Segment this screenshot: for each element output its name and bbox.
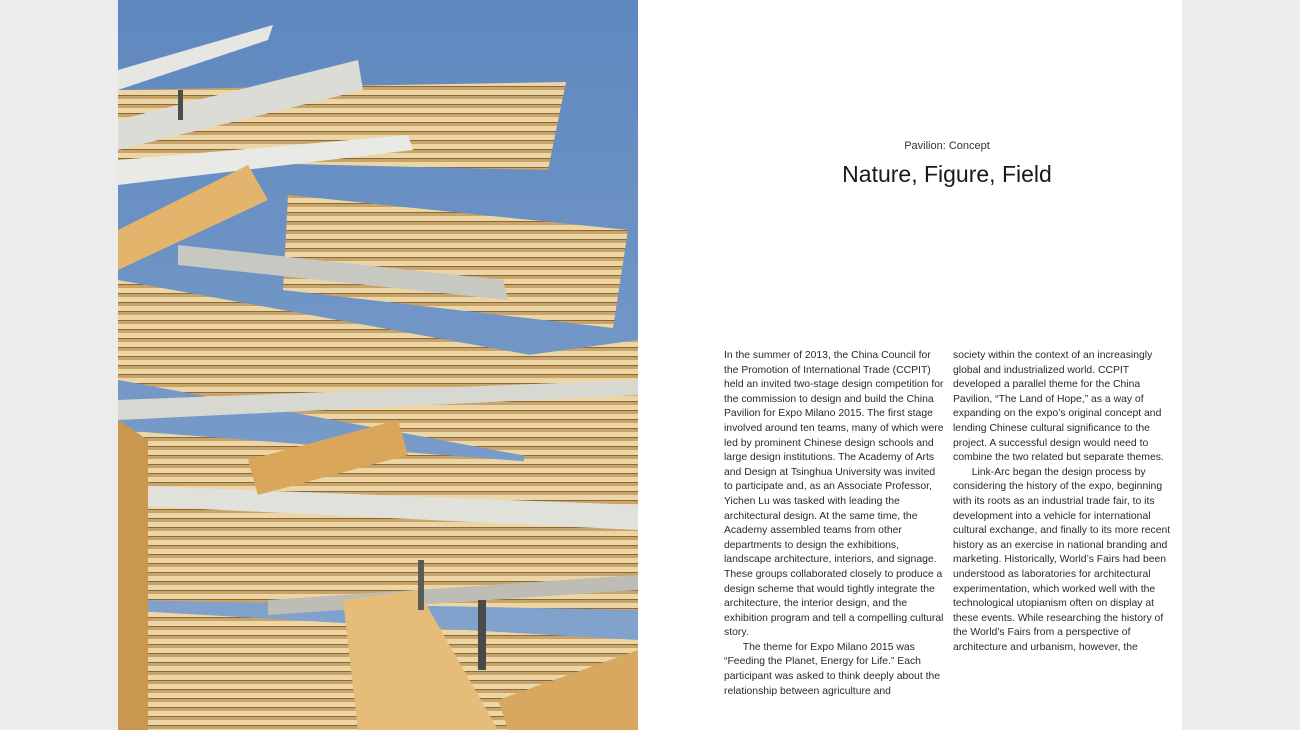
text-column-right	[953, 349, 1175, 655]
paragraph: Link-Arc began the design process by considering the history of the expo, beginning with its roots as an industrial trade fair, to its development into a vehicle for international cultural exchange, and finally to its more recent history as an exercise in national branding and marketing. Historically, World’s Fairs had been understood as laboratories for architectural experimentation, which worked well with the technological utopianism often on display at these events. While researching the history of the World’s Fairs from a perspective of architecture and urbanism, however, the	[953, 466, 1171, 653]
page-title: Nature, Figure, Field	[842, 161, 1052, 187]
timber-structure-illustration	[118, 0, 638, 730]
text-column-left	[724, 349, 946, 699]
paragraph: In the summer of 2013, the China Council for the Promotion of International Trade (CCPIT) held an invited two-stage design competition for the commission to design and build the China Pavilion for Expo Milano 2015. The first stage involved around ten teams, many of which were led by prominent Chinese design schools and large design institutions. The Academy of Arts and Design at Tsinghua University was invited to participate and, as an Associate Professor, Yichen Lu was tasked with leading the architectural design. At the same time, the Academy assembled teams from other departments to design the exhibitions, landscape architecture, interiors, and signage. These groups collaborated closely to produce a design scheme that would tightly integrate the architecture, the interior design, and the exhibition program and tell a compelling cultural story.	[724, 350, 944, 639]
paragraph: The theme for Expo Milano 2015 was “Feeding the Planet, Energy for Life.” Each participant was asked to think deeply about the relationship between agriculture and	[724, 641, 941, 697]
section-kicker: Pavilion: Concept	[904, 140, 990, 152]
paragraph: society within the context of an increasingly global and industrialized world. CCPIT developed a parallel theme for the China Pavilion, “The Land of Hope,” as a way of expanding on the expo’s original concept and lending Chinese cultural significance to the project. A successful design would need to combine the two related but separate themes.	[953, 350, 1164, 464]
pavilion-photo	[118, 0, 638, 730]
